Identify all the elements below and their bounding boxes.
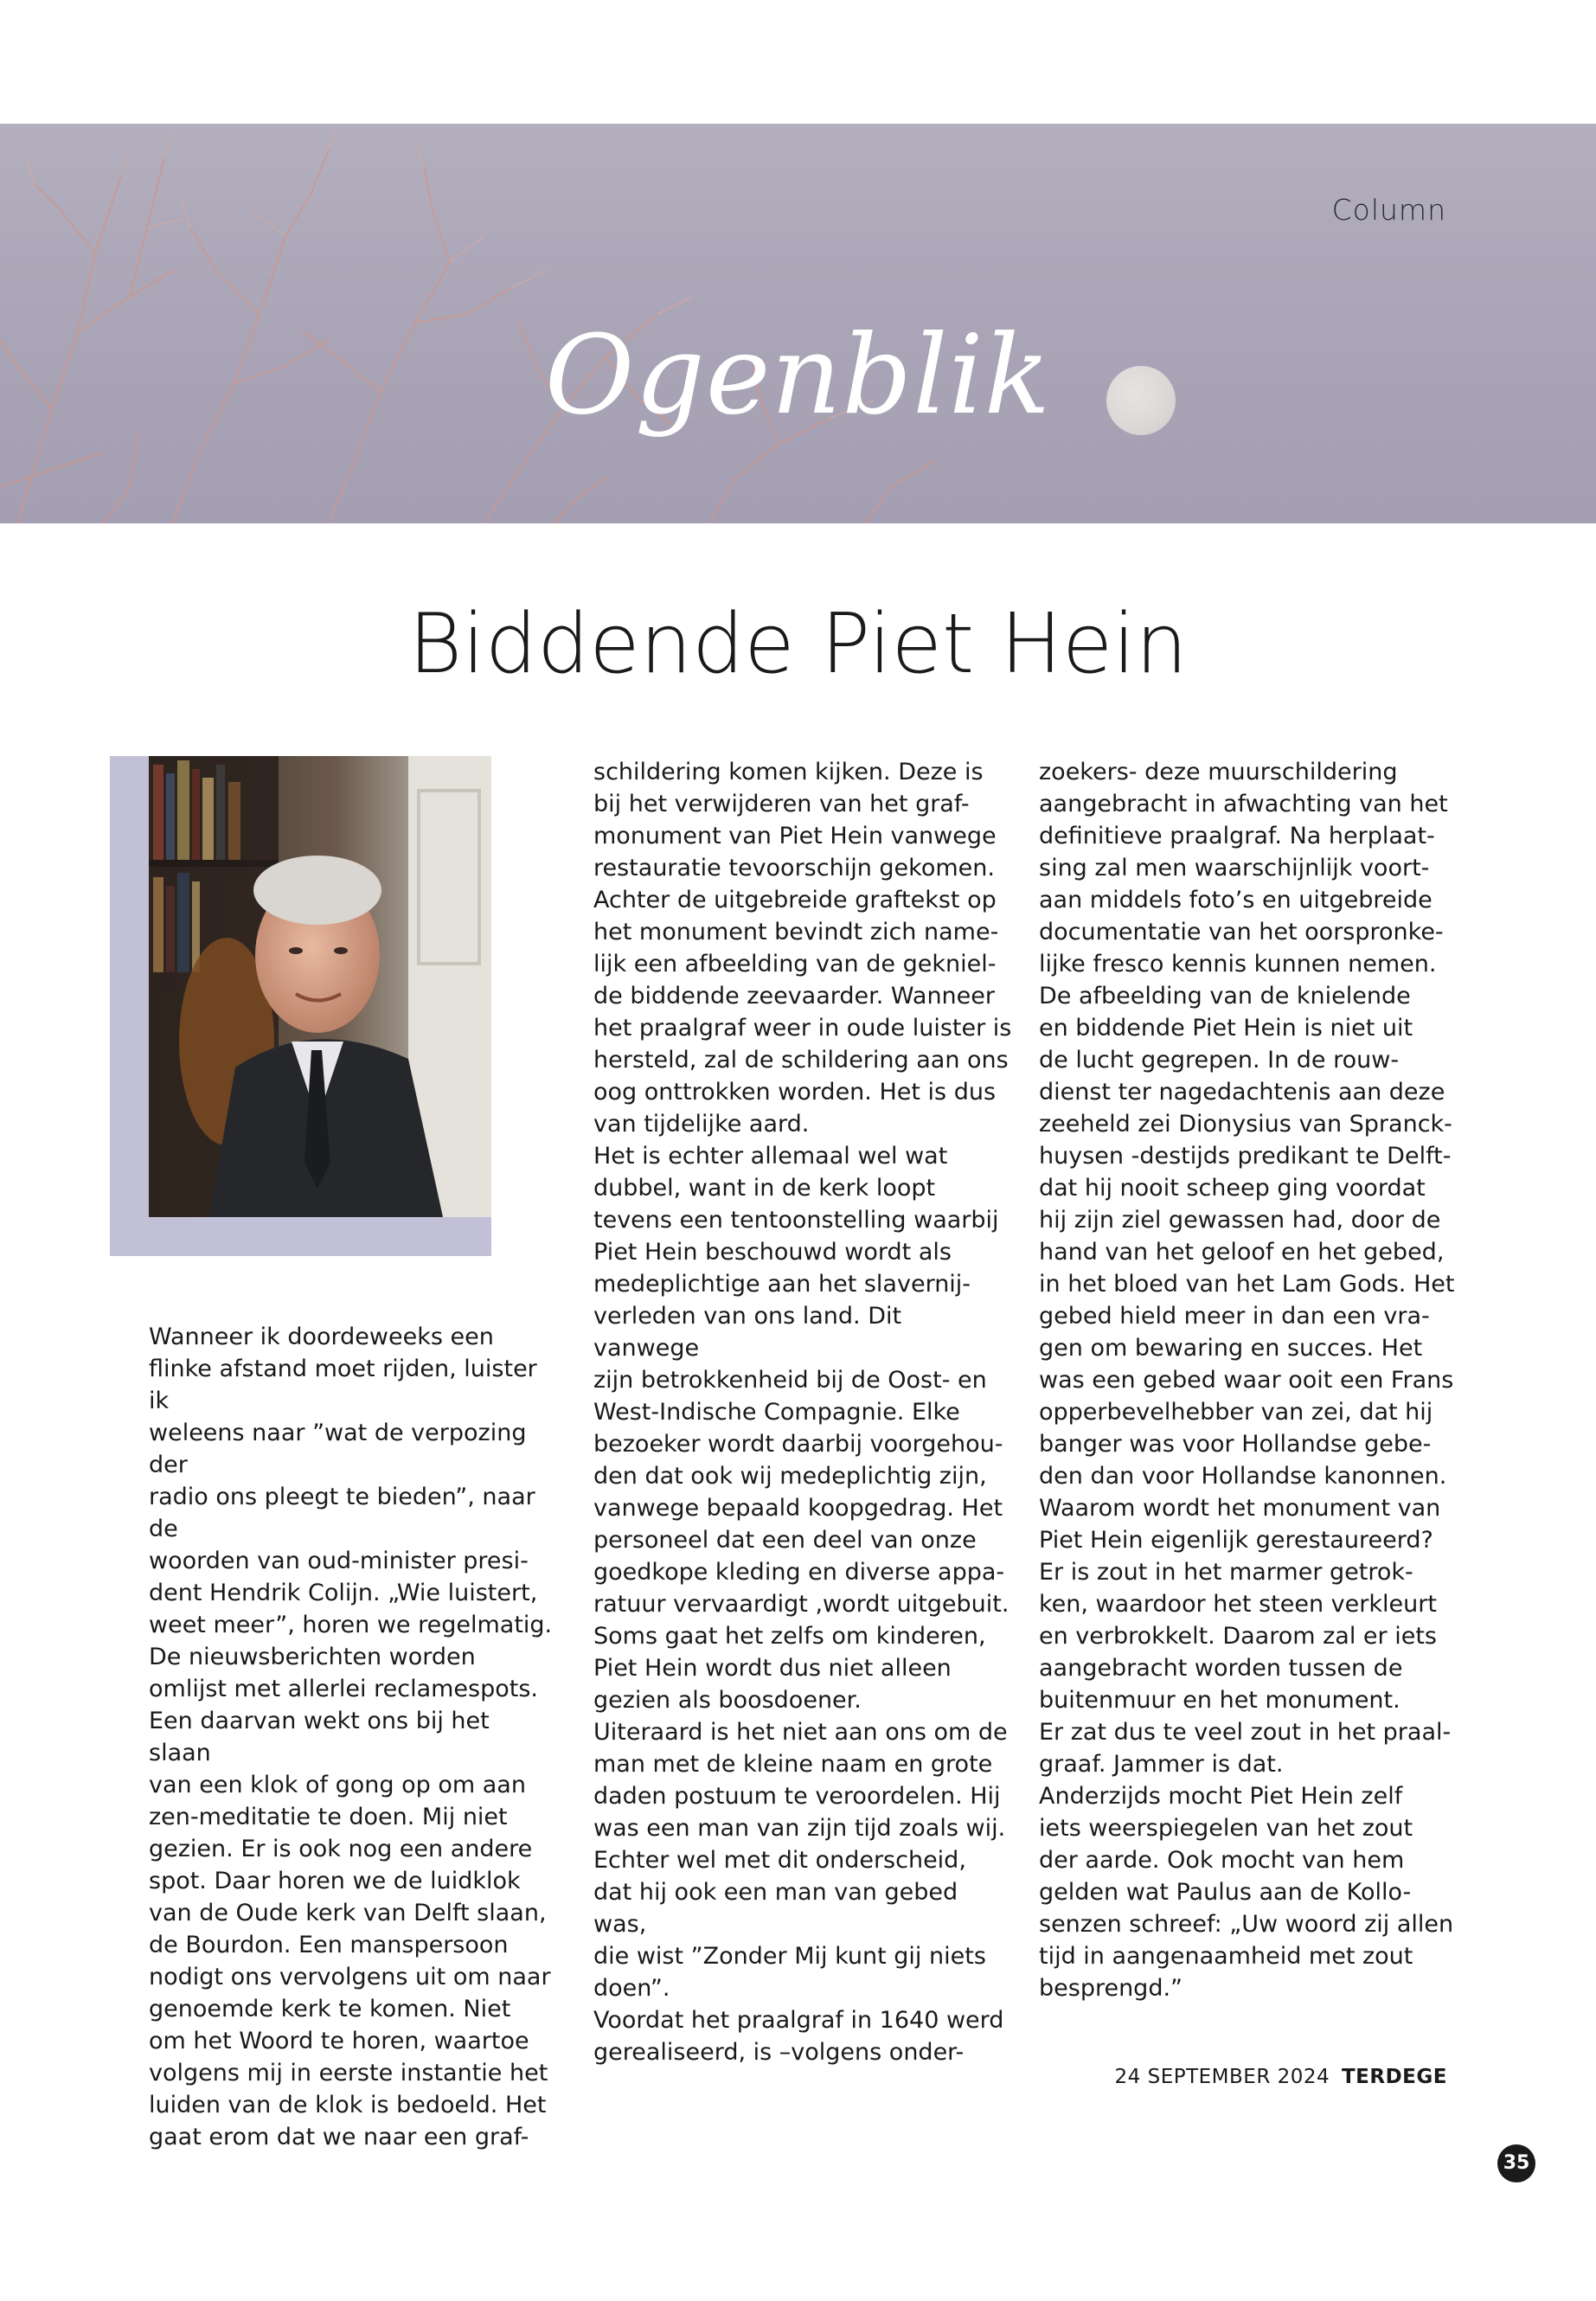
article-column-1 [149, 1321, 555, 2153]
page-number: 35 [1497, 2144, 1535, 2182]
article-column-2 [593, 756, 1013, 2068]
article-title: Biddende Piet Hein [408, 597, 1188, 692]
body-text: zoekers- deze muurschildering aangebracht in afwachting van het definitieve praalgraf. Na herplaat- sing zal men waarschijnlijk voort- aan middels foto’s en uitgebreide documentatie van het oorspronke- lijke fresco kennis kunnen nemen. De afbeelding van de knielende en biddende Piet Hein is niet uit de lucht gegrepen. In de rouw- dienst ter nagedachtenis aan deze zeeheld zei Dionysius van Spranck- huysen -destijds predikant te Delft- dat hij nooit scheep ging voordat hij zijn ziel gewassen had, door de hand van het geloof en het gebed, in het bloed van het Lam Gods. Het gebed hield meer in dan een vra- gen om bewaring en succes. Het was een gebed waar ooit een Frans opperbevelhebber van zei, dat hij banger was voor Hollandse gebe- den dan voor Hollandse kanonnen. Waarom wordt het monument van Piet Hein eigenlijk gerestaureerd? Er is zout in het marmer getrok- ken, waardoor het steen verkleurt en verbrokkelt. Daarom zal er iets aangebracht worden tussen de buitenmuur en het monument. Er zat dus te veel zout in het praal- graaf. Jammer is dat. Anderzijds mocht Piet Hein zelf iets weerspiegelen van het zout der aarde. Ook mocht van hem gelden wat Paulus aan de Kollo- senzen schreef: „Uw woord zij allen tijd in aangenaamheid met zout besprengd.” [1039, 759, 1455, 2002]
author-photo [149, 756, 491, 1217]
body-text: schildering komen kijken. Deze is bij het verwijderen van het graf- monument van Piet Hein vanwege restauratie tevoorschijn gekomen. Achter de uitgebreide graftekst op het monument bevindt zich name- lijk een afbeelding van de gekniel- de biddende zeevaarder. Wanneer het praalgraf weer in oude luister is hersteld, zal de schildering aan ons oog onttrokken worden. Het is dus van tijdelijke aard. Het is echter allemaal wel wat dubbel, want in de kerk loopt tevens een tentoonstelling waarbij Piet Hein beschouwd wordt als medeplichtige aan het slavernij- verleden van ons land. Dit vanwege zijn betrokkenheid bij de Oost- en West-Indische Compagnie. Elke bezoeker wordt daarbij voorgehou- den dat ook wij medeplichtig zijn, vanwege bepaald koopgedrag. Het personeel dat een deel van onze goedkope kleding en diverse appa- ratuur vervaardigt ,wordt uitgebuit. Soms gaat het zelfs om kinderen, Piet Hein wordt dus niet alleen gezien als boosdoener. Uiteraard is het niet aan ons om de man met de kleine naam en grote daden postuum te veroordelen. Hij was een man van zijn tijd zoals wij. Echter wel met dit onderscheid, dat hij ook een man van gebed was, die wist ”Zonder Mij kunt gij niets doen”. Voordat het praalgraf in 1640 werd gerealiseerd, is –volgens onder- [593, 759, 1012, 2066]
page-footer [1115, 2066, 1447, 2088]
section-label: Column [1331, 193, 1446, 227]
column-masthead: Ogenblik [544, 311, 1052, 439]
issue-date: 24 SEPTEMBER 2024 [1114, 2066, 1330, 2088]
article-column-3 [1039, 756, 1458, 2004]
body-text: Wanneer ik doordeweeks een flinke afstand moet rijden, luister ik weleens naar ”wat de verpozing der radio ons pleegt te bieden”, naar de woorden van oud-minister presi- dent Hendrik Colijn. „Wie luistert, weet meer”, horen we regelmatig. De nieuwsberichten worden omlijst met allerlei reclamespots. Een daarvan wekt ons bij het slaan van een klok of gong op om aan zen-meditatie te doen. Mij niet gezien. Er is ook nog een andere spot. Daar horen we de luidklok van de Oude kerk van Delft slaan, de Bourdon. Een manspersoon nodigt ons vervolgens uit om naar genoemde kerk te komen. Niet om het Woord te horen, waartoe volgens mij in eerste instantie het luiden van de klok is bedoeld. Het gaat erom dat we naar een graf- [149, 1324, 553, 2150]
magazine-name: TERDEGE [1341, 2066, 1447, 2088]
